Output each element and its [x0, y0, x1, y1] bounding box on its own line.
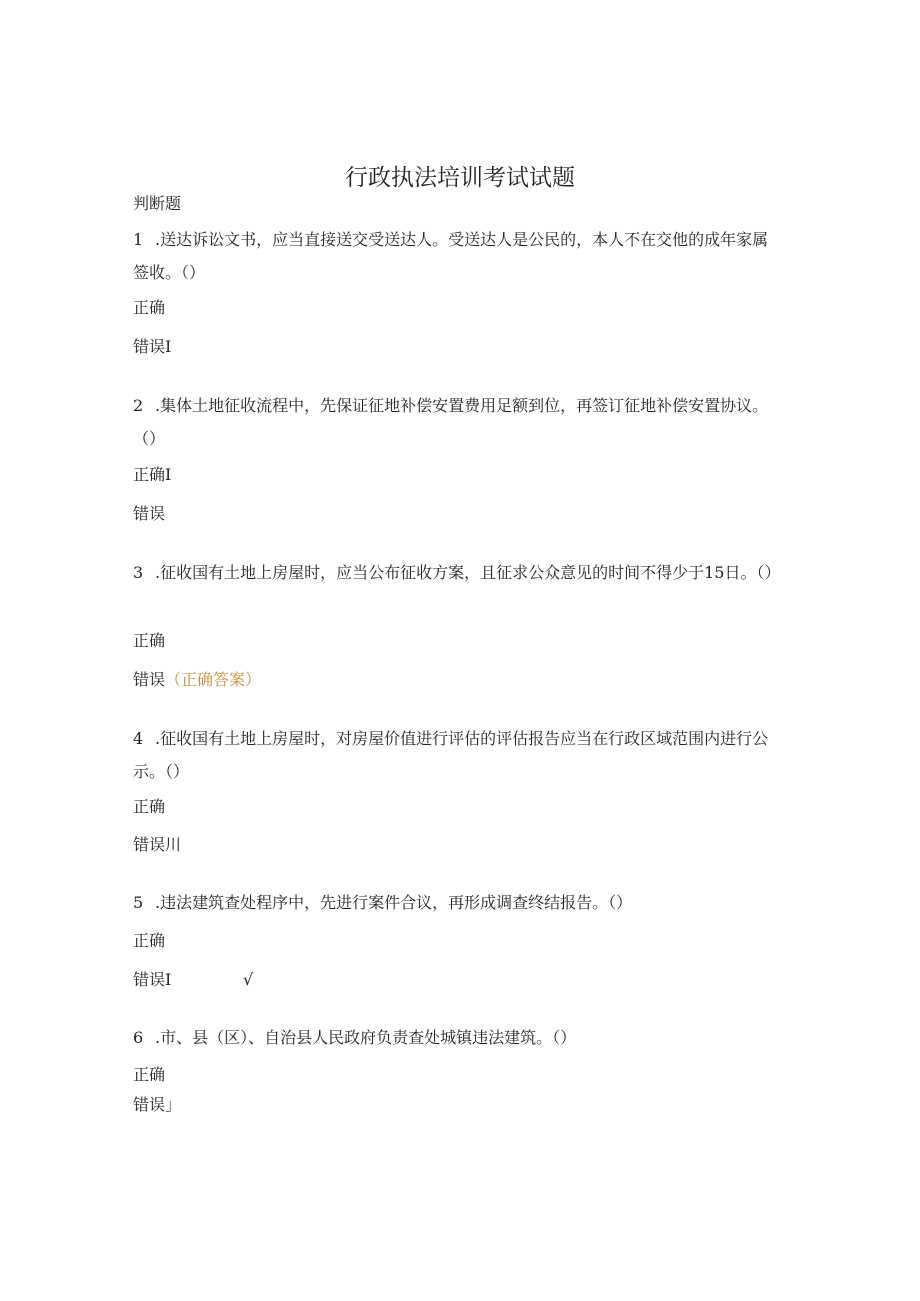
question-4: [133, 722, 783, 788]
q4-option-correct: 正确: [133, 797, 166, 816]
question-3: [133, 556, 783, 589]
q6-option-correct: 正确: [133, 1065, 166, 1084]
correct-answer-note: （正确答案）: [165, 670, 262, 689]
question-number: 1: [133, 230, 144, 249]
question-text: .市、县（区）、自治县人民政府负责查处城镇违法建筑。（）: [155, 1028, 577, 1047]
question-text: .征收国有土地上房屋时，对房屋价值进行评估的评估报告应当在行政区域范围内进行公示。（）: [133, 729, 769, 781]
document-title: 行政执法培训考试试题: [345, 165, 575, 191]
section-heading: 判断题: [133, 194, 182, 213]
q4-option-wrong: 错误川: [133, 835, 182, 854]
q6-option-wrong: 错误」: [133, 1095, 182, 1114]
question-1: [133, 223, 783, 289]
q1-option-correct: 正确: [133, 298, 166, 317]
q3-option-wrong: [133, 669, 261, 691]
question-text: .集体土地征收流程中，先保证征地补偿安置费用足额到位，再签订征地补偿安置协议。（）: [133, 396, 769, 448]
q2-option-correct: 正确Ⅰ: [133, 465, 172, 484]
question-5: [133, 886, 783, 919]
q5-option-wrong: 错误Ⅰ: [133, 970, 172, 989]
question-6: [133, 1021, 783, 1054]
question-number: 3: [133, 563, 144, 582]
question-number: 4: [133, 729, 144, 748]
question-text: .送达诉讼文书，应当直接送交受送达人。受送达人是公民的，本人不在交他的成年家属签收。（）: [133, 230, 769, 282]
q1-option-wrong: 错误Ⅰ: [133, 337, 172, 356]
question-text: .违法建筑查处程序中，先进行案件合议，再形成调查终结报告。（）: [155, 893, 633, 912]
q3-option-wrong-label: 错误: [133, 670, 166, 689]
question-number: 6: [133, 1028, 144, 1047]
question-number: 2: [133, 396, 144, 415]
question-2: [133, 389, 783, 455]
question-text: .征收国有土地上房屋时，应当公布征收方案，且征求公众意见的时间不得少于15日。（）: [155, 563, 781, 582]
check-mark-icon: √: [243, 970, 254, 989]
q5-option-correct: 正确: [133, 931, 166, 950]
question-number: 5: [133, 893, 144, 912]
q3-option-correct: 正确: [133, 631, 166, 650]
q2-option-wrong: 错误: [133, 504, 166, 523]
